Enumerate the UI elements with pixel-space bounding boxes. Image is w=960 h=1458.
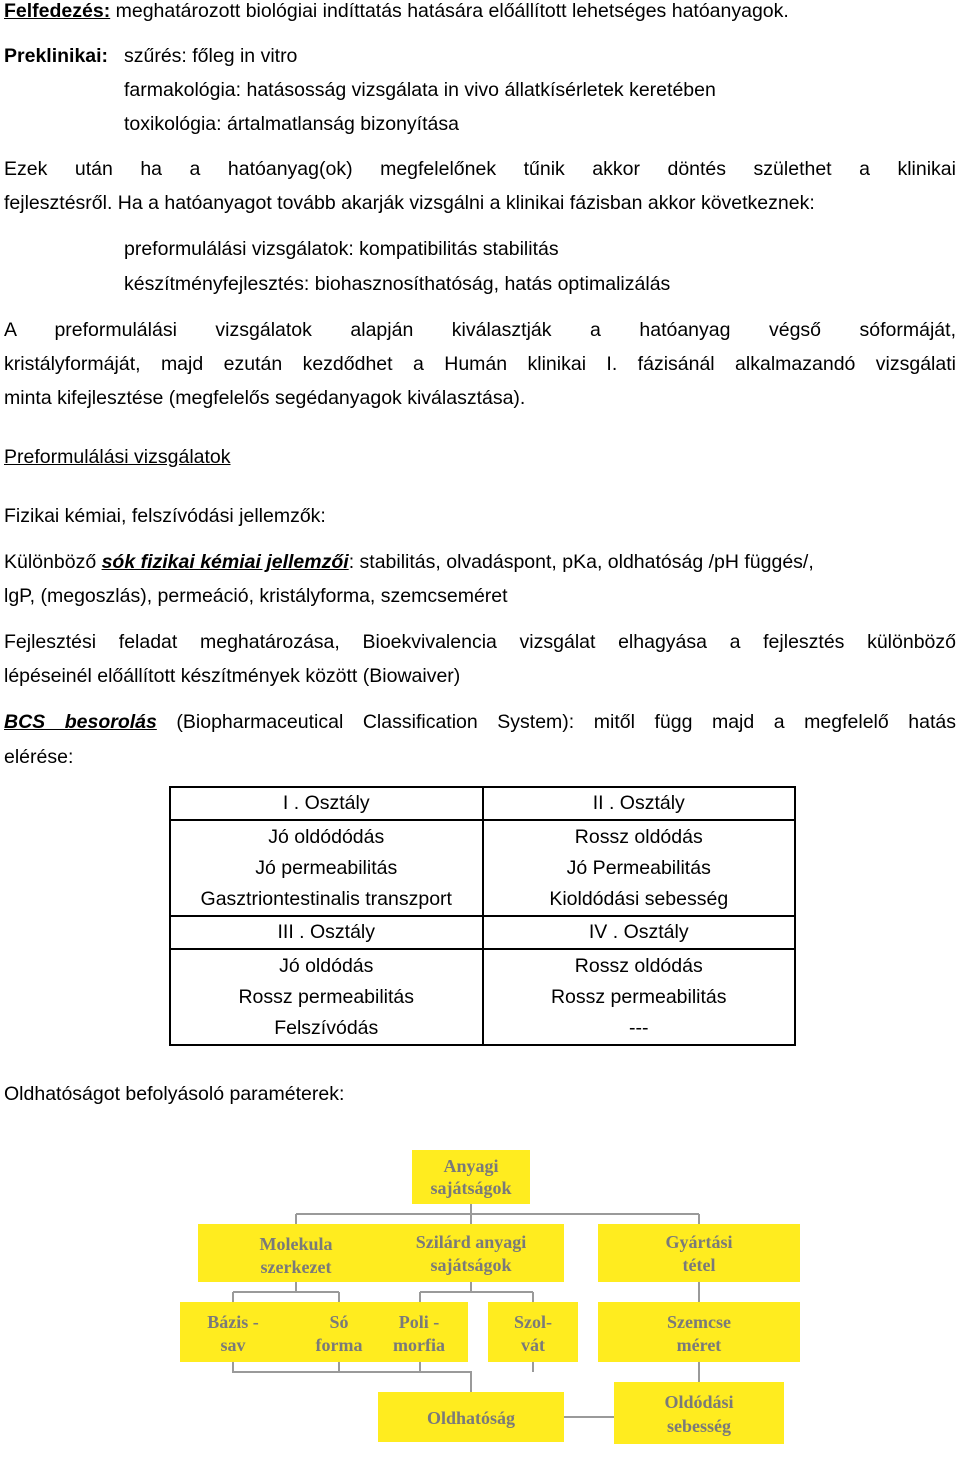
node-szemcse (598, 1302, 800, 1362)
class1-body (170, 820, 483, 916)
class1-title: I . Osztály (170, 787, 483, 820)
class3-body (170, 949, 483, 1045)
class4-body (483, 949, 796, 1045)
section-heading: Preformulálási vizsgálatok (4, 446, 231, 468)
node-so-line1: Só (329, 1312, 349, 1332)
paragraph-1-line-2: fejlesztésről. Ha a hatóanyagot tovább akarják vizsgálni a klinikai fázisban akkor következnek: (4, 192, 815, 214)
node-poli-line1: Poli - (398, 1312, 440, 1332)
node-anyagi-line1: Anyagi (443, 1156, 499, 1176)
class3-permeability: Rossz permeabilitás (238, 985, 415, 1008)
class2-permeability: Jó Permeabilitás (566, 856, 711, 879)
node-szilard (378, 1224, 564, 1282)
node-bazis-line1: Bázis - (207, 1312, 259, 1332)
felfedezes-text: meghatározott biológiai indíttatás hatására előállított lehetséges hatóanyagok. (110, 0, 789, 22)
preklinikai-item-szures: szűrés: főleg in vitro (124, 45, 298, 67)
node-szolvat (488, 1302, 578, 1362)
class4-solubility: Rossz oldódás (574, 954, 703, 977)
oldhatosag-heading: Oldhatóságot befolyásoló paraméterek: (4, 1083, 345, 1105)
preklinikai-item-farmakologia: farmakológia: hatásosság vizsgálata in vivo állatkísérletek keretében (124, 79, 716, 101)
node-szolvat-line1: Szol- (514, 1312, 552, 1332)
node-oldodasi-line2: sebesség (667, 1416, 731, 1436)
class3-title: III . Osztály (170, 916, 483, 949)
class1-footer: Gasztriontestinalis transzport (200, 887, 452, 910)
connector-szilard (420, 1282, 533, 1302)
paragraph-3-line-2: lgP, (megoszlás), permeáció, kristályforma, szemcseméret (4, 585, 508, 607)
class2-footer: Kioldódási sebesség (549, 887, 729, 910)
node-poli-line2: morfia (393, 1335, 445, 1355)
class1-permeability: Jó permeabilitás (255, 856, 398, 879)
connector-anyagi (296, 1204, 699, 1224)
class1-solubility: Jó oldódódás (268, 825, 385, 848)
felfedezes-line (4, 0, 789, 23)
connector-oldhatosag (233, 1362, 533, 1392)
node-oldodasi (614, 1382, 784, 1444)
node-oldodasi-line1: Oldódási (664, 1392, 734, 1412)
preklinikai-label: Preklinikai: (4, 45, 109, 67)
para3-suffix: : stabilitás, olvadáspont, pKa, oldhatóság /pH függés/, (348, 551, 814, 573)
preklinikai-item-toxikologia: toxikológia: ártalmatlanság bizonyítása (124, 113, 459, 135)
class4-permeability: Rossz permeabilitás (550, 985, 727, 1008)
class4-title: IV . Osztály (483, 916, 796, 949)
para3-emphasis: sók fizikai kémiai jellemzői (101, 551, 349, 573)
class2-solubility: Rossz oldódás (574, 825, 703, 848)
class3-footer: Felszívódás (274, 1016, 379, 1039)
node-bazis (180, 1302, 286, 1362)
paragraph-2-line-1: A preformulálási vizsgálatok alapján kiválasztják a hatóanyag végső sóformáját, (4, 319, 956, 341)
class2-title: II . Osztály (483, 787, 796, 820)
node-anyagi (412, 1150, 530, 1204)
paragraph-4-line-2: lépéseinél előállított készítmények között (Biowaiver) (4, 665, 461, 687)
node-anyagi-line2: sajátságok (430, 1178, 512, 1198)
bcs-table (169, 786, 796, 1046)
node-gyartasi-line2: tétel (682, 1255, 716, 1275)
node-szemcse-line2: méret (676, 1335, 722, 1355)
node-szolvat-line2: vát (521, 1335, 545, 1355)
class3-solubility: Jó oldódás (279, 954, 374, 977)
bcs-emphasis: BCS besorolás (4, 711, 157, 733)
node-molekula-line1: Molekula (259, 1234, 333, 1254)
felfedezes-label: Felfedezés: (4, 0, 111, 22)
node-bazis-line2: sav (220, 1335, 246, 1355)
indent-item-preformulalasi: preformulálási vizsgálatok: kompatibilitás stabilitás (124, 238, 559, 260)
indent-item-keszitmenyfejlesztes: készítményfejlesztés: biohasznosíthatóság, hatás optimalizálás (124, 273, 671, 295)
class2-body (483, 820, 796, 916)
node-molekula-line2: szerkezet (260, 1257, 332, 1277)
class4-footer: --- (629, 1016, 649, 1039)
paragraph-3-line-1 (4, 551, 814, 574)
node-szilard-line1: Szilárd anyagi (415, 1232, 527, 1252)
paragraph-1-line-1: Ezek után ha a hatóanyag(ok) megfelelőnek tűnik akkor döntés születhet a klinikai (4, 158, 956, 180)
node-oldhatosag (378, 1392, 564, 1442)
paragraph-2-line-2: kristályformáját, majd ezután kezdődhet a Humán klinikai I. fázisánál alkalmazandó vizsgálati (4, 353, 956, 375)
node-gyartasi (598, 1224, 800, 1282)
node-molekula (198, 1224, 394, 1282)
section-subheading: Fizikai kémiai, felszívódási jellemzők: (4, 505, 326, 527)
bcs-line-1 (4, 711, 956, 734)
node-poli (370, 1302, 468, 1362)
bcs-line-1-rest: (Biopharmaceutical Classification System): mitől függ majd a megfelelő hatás (156, 711, 956, 733)
bcs-line-2: elérése: (4, 746, 74, 768)
paragraph-2-line-3: minta kifejlesztése (megfelelős segédanyagok kiválasztása). (4, 387, 526, 409)
connector-molekula (233, 1282, 339, 1302)
node-oldhatosag-text: Oldhatóság (426, 1408, 516, 1428)
node-so-line2: forma (315, 1335, 363, 1355)
node-szilard-line2: sajátságok (430, 1255, 512, 1275)
para3-prefix: Különböző (4, 551, 102, 573)
solubility-parameters-diagram (178, 1142, 960, 1458)
node-szemcse-line1: Szemcse (667, 1312, 731, 1332)
paragraph-4-line-1: Fejlesztési feladat meghatározása, Bioekvivalencia vizsgálat elhagyása a fejlesztés különböző (4, 631, 956, 653)
node-gyartasi-line1: Gyártási (665, 1232, 733, 1252)
